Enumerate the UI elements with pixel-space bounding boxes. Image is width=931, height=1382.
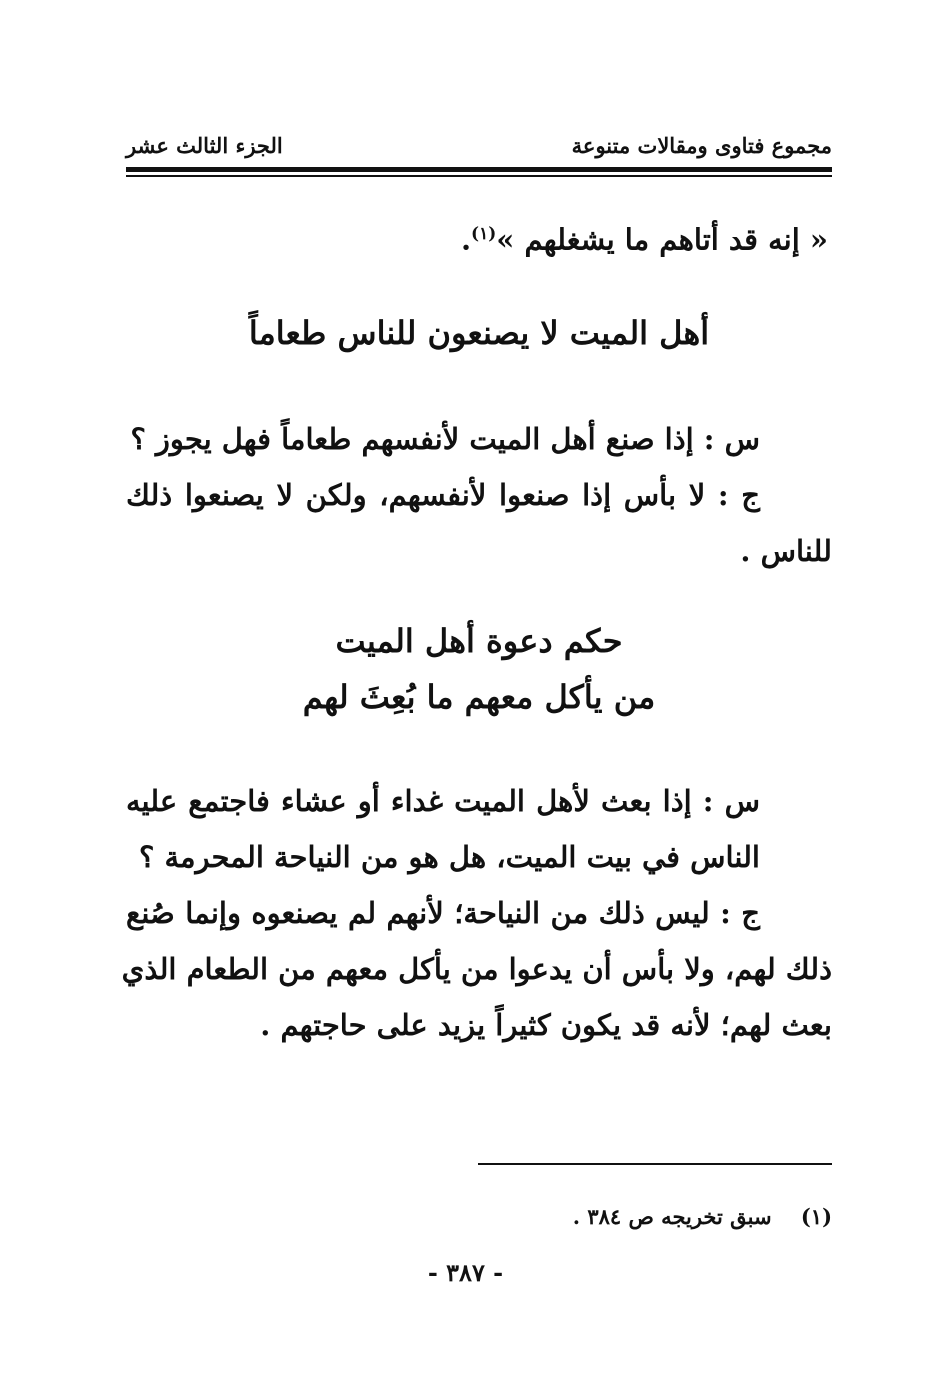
section-2-question-line-1: س : إذا بعث لأهل الميت غداء أو عشاء فاجتمع عليه [126, 784, 760, 818]
section-1-answer-line-1: ج : لا بأس إذا صنعوا لأنفسهم، ولكن لا يصنعوا ذلك [126, 478, 760, 512]
section-2-answer-line-1: ج : ليس ذلك من النياحة؛ لأنهم لم يصنعوه وإنما صُنع [126, 896, 760, 930]
intro-quote-text: « إنه قد أتاهم ما يشغلهم » [496, 222, 828, 257]
section-1-title: أهل الميت لا يصنعون للناس طعاماً [248, 314, 710, 352]
header-rule-thick [126, 167, 832, 172]
running-header [126, 128, 832, 162]
footnote-reference: (١) [471, 224, 497, 244]
section-2-title-line-1: حكم دعوة أهل الميت [335, 622, 623, 660]
header-rule-thin [126, 175, 832, 177]
section-1 [126, 305, 832, 361]
section-2-answer-line-3: بعث لهم؛ لأنه قد يكون كثيراً يزيد على حاجتهم . [260, 1008, 832, 1042]
page-number: - ٣٨٧ - [427, 1258, 504, 1287]
intro-quote [126, 206, 832, 268]
section-1-qa [126, 411, 832, 579]
section-2-question-line-2: الناس في بيت الميت، هل هو من النياحة المحرمة ؟ [138, 840, 760, 874]
intro-quote-end: . [460, 222, 472, 257]
section-2 [126, 613, 832, 725]
footnote-marker: (١) [800, 1204, 832, 1229]
volume-label: الجزء الثالث عشر [126, 132, 283, 158]
section-1-question: س : إذا صنع أهل الميت لأنفسهم طعاماً فهل يجوز ؟ [130, 422, 760, 456]
section-2-title-line-2: من يأكل معهم ما بُعِثَ لهم [302, 678, 656, 716]
book-title: مجموع فتاوى ومقالات متنوعة [571, 132, 832, 158]
section-1-answer-line-2: للناس . [740, 534, 832, 568]
section-2-answer-line-2: ذلك لهم، ولا بأس أن يدعوا من يأكل معهم من الطعام الذي [121, 952, 832, 986]
footnote [426, 1204, 832, 1229]
footnote-rule [478, 1163, 832, 1165]
footnote-text: سبق تخريجه ص ٣٨٤ . [572, 1204, 772, 1229]
section-2-qa [121, 773, 832, 1053]
